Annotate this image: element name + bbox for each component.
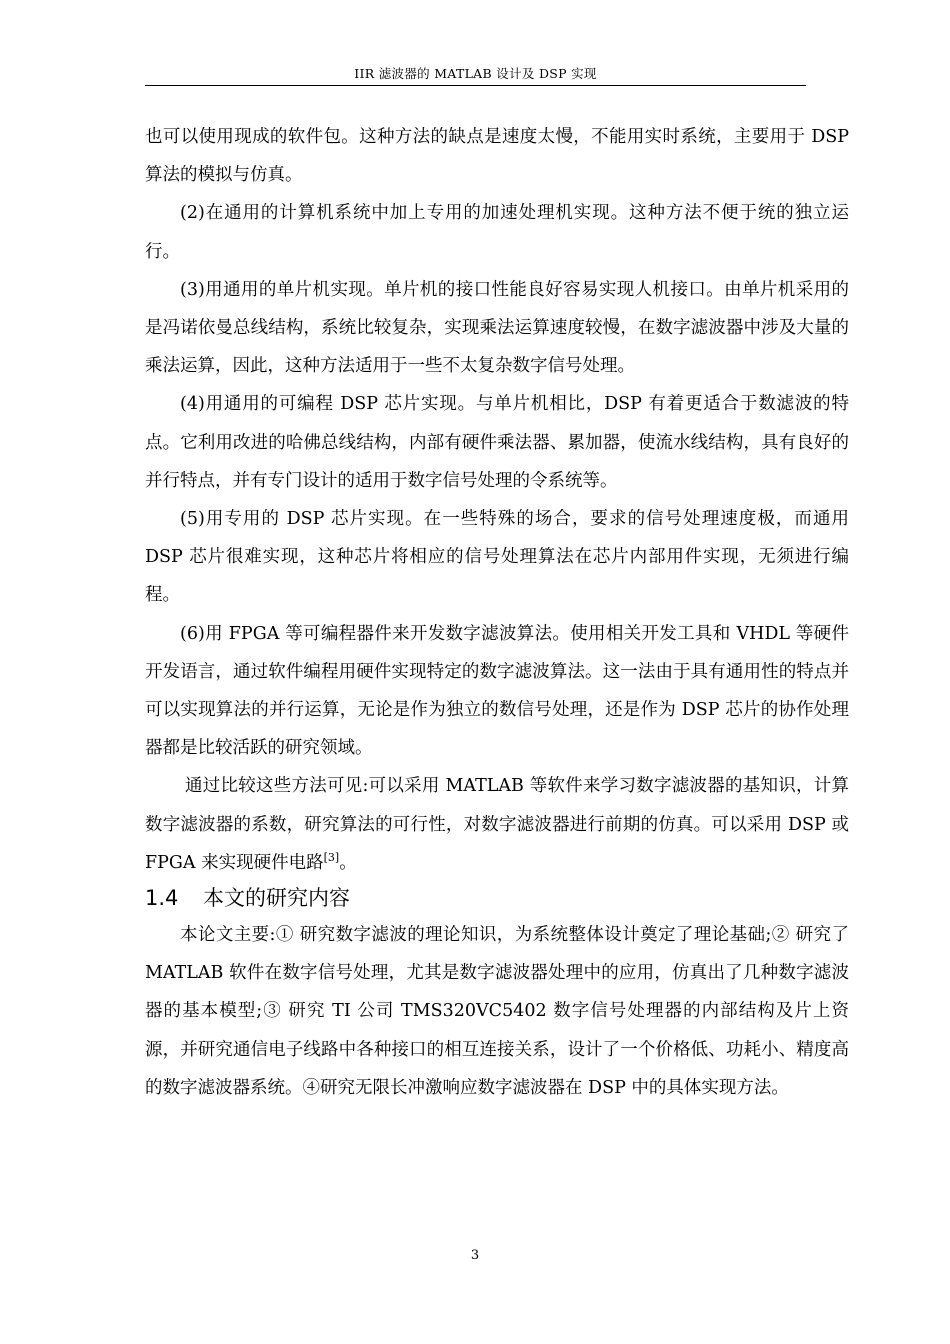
body-text: [145, 118, 849, 1107]
paragraph-comparison-text: 通过比较这些方法可见:可以采用 MATLAB 等软件来学习数字滤波器的基知识，计算数字滤波器的系数，研究算法的可行性，对数字滤波器进行前期的仿真。可以采用 DSP 或 FPGA 来实现硬件电路: [145, 776, 849, 873]
paragraph-thesis-content: 本论文主要:① 研究数字滤波的理论知识，为系统整体设计奠定了理论基础;② 研究了 MATLAB 软件在数字信号处理，尤其是数字滤波器处理中的应用，仿真出了几种数字滤波器的基本模型;③ 研究 TI 公司 TMS320VC5402 数字信号处理器的内部结构及片上资源，并研究通信电子线路中各种接口的相互连接关系，设计了一个价格低、功耗小、精度高的数字滤波器系统。④研究无限长冲激响应数字滤波器在 DSP 中的具体实现方法。: [145, 925, 849, 1098]
paragraph-method-6: (6)用 FPGA 等可编程器件来开发数字滤波算法。使用相关开发工具和 VHDL 等硬件开发语言，通过软件编程用硬件实现特定的数字滤波算法。这一法由于具有通用性的特点并可以实现算法的并行运算，无论是作为独立的数信号处理，还是作为 DSP 芯片的协作处理器都是比较活跃的研究领域。: [145, 623, 849, 759]
paragraph-continuation: 也可以使用现成的软件包。这种方法的缺点是速度太慢，不能用实时系统，主要用于 DSP 算法的模拟与仿真。: [145, 127, 849, 186]
paragraph-method-4: (4)用通用的可编程 DSP 芯片实现。与单片机相比，DSP 有着更适合于数滤波的特点。它利用改进的哈佛总线结构，内部有硬件乘法器、累加器，使流水线结构，具有良好的并行特点，并有专门设计的适用于数字信号处理的令系统等。: [145, 394, 849, 491]
paragraph-method-2: (2)在通用的计算机系统中加上专用的加速处理机实现。这种方法不便于统的独立运行。: [145, 203, 849, 262]
page-number: 3: [470, 1248, 480, 1263]
paragraph-comparison: [145, 767, 849, 882]
paragraph-comparison-end: 。: [339, 852, 357, 873]
running-header: IIR 滤波器的 MATLAB 设计及 DSP 实现: [354, 66, 597, 81]
paragraph-method-5: (5)用专用的 DSP 芯片实现。在一些特殊的场合，要求的信号处理速度极，而通用 DSP 芯片很难实现，这种芯片将相应的信号处理算法在芯片内部用件实现，无须进行编程。: [145, 509, 849, 606]
paragraph-method-3: (3)用通用的单片机实现。单片机的接口性能良好容易实现人机接口。由单片机采用的是冯诺依曼总线结构，系统比较复杂，实现乘法运算速度较慢，在数字滤波器中涉及大量的乘法运算，因此，这种方法适用于一些不太复杂数字信号处理。: [145, 279, 849, 377]
section-heading: [145, 885, 849, 911]
section-number: 1.4: [145, 886, 179, 911]
citation-reference: [3]: [323, 850, 340, 864]
header-rule: [145, 85, 806, 86]
section-title: 本文的研究内容: [203, 886, 350, 911]
